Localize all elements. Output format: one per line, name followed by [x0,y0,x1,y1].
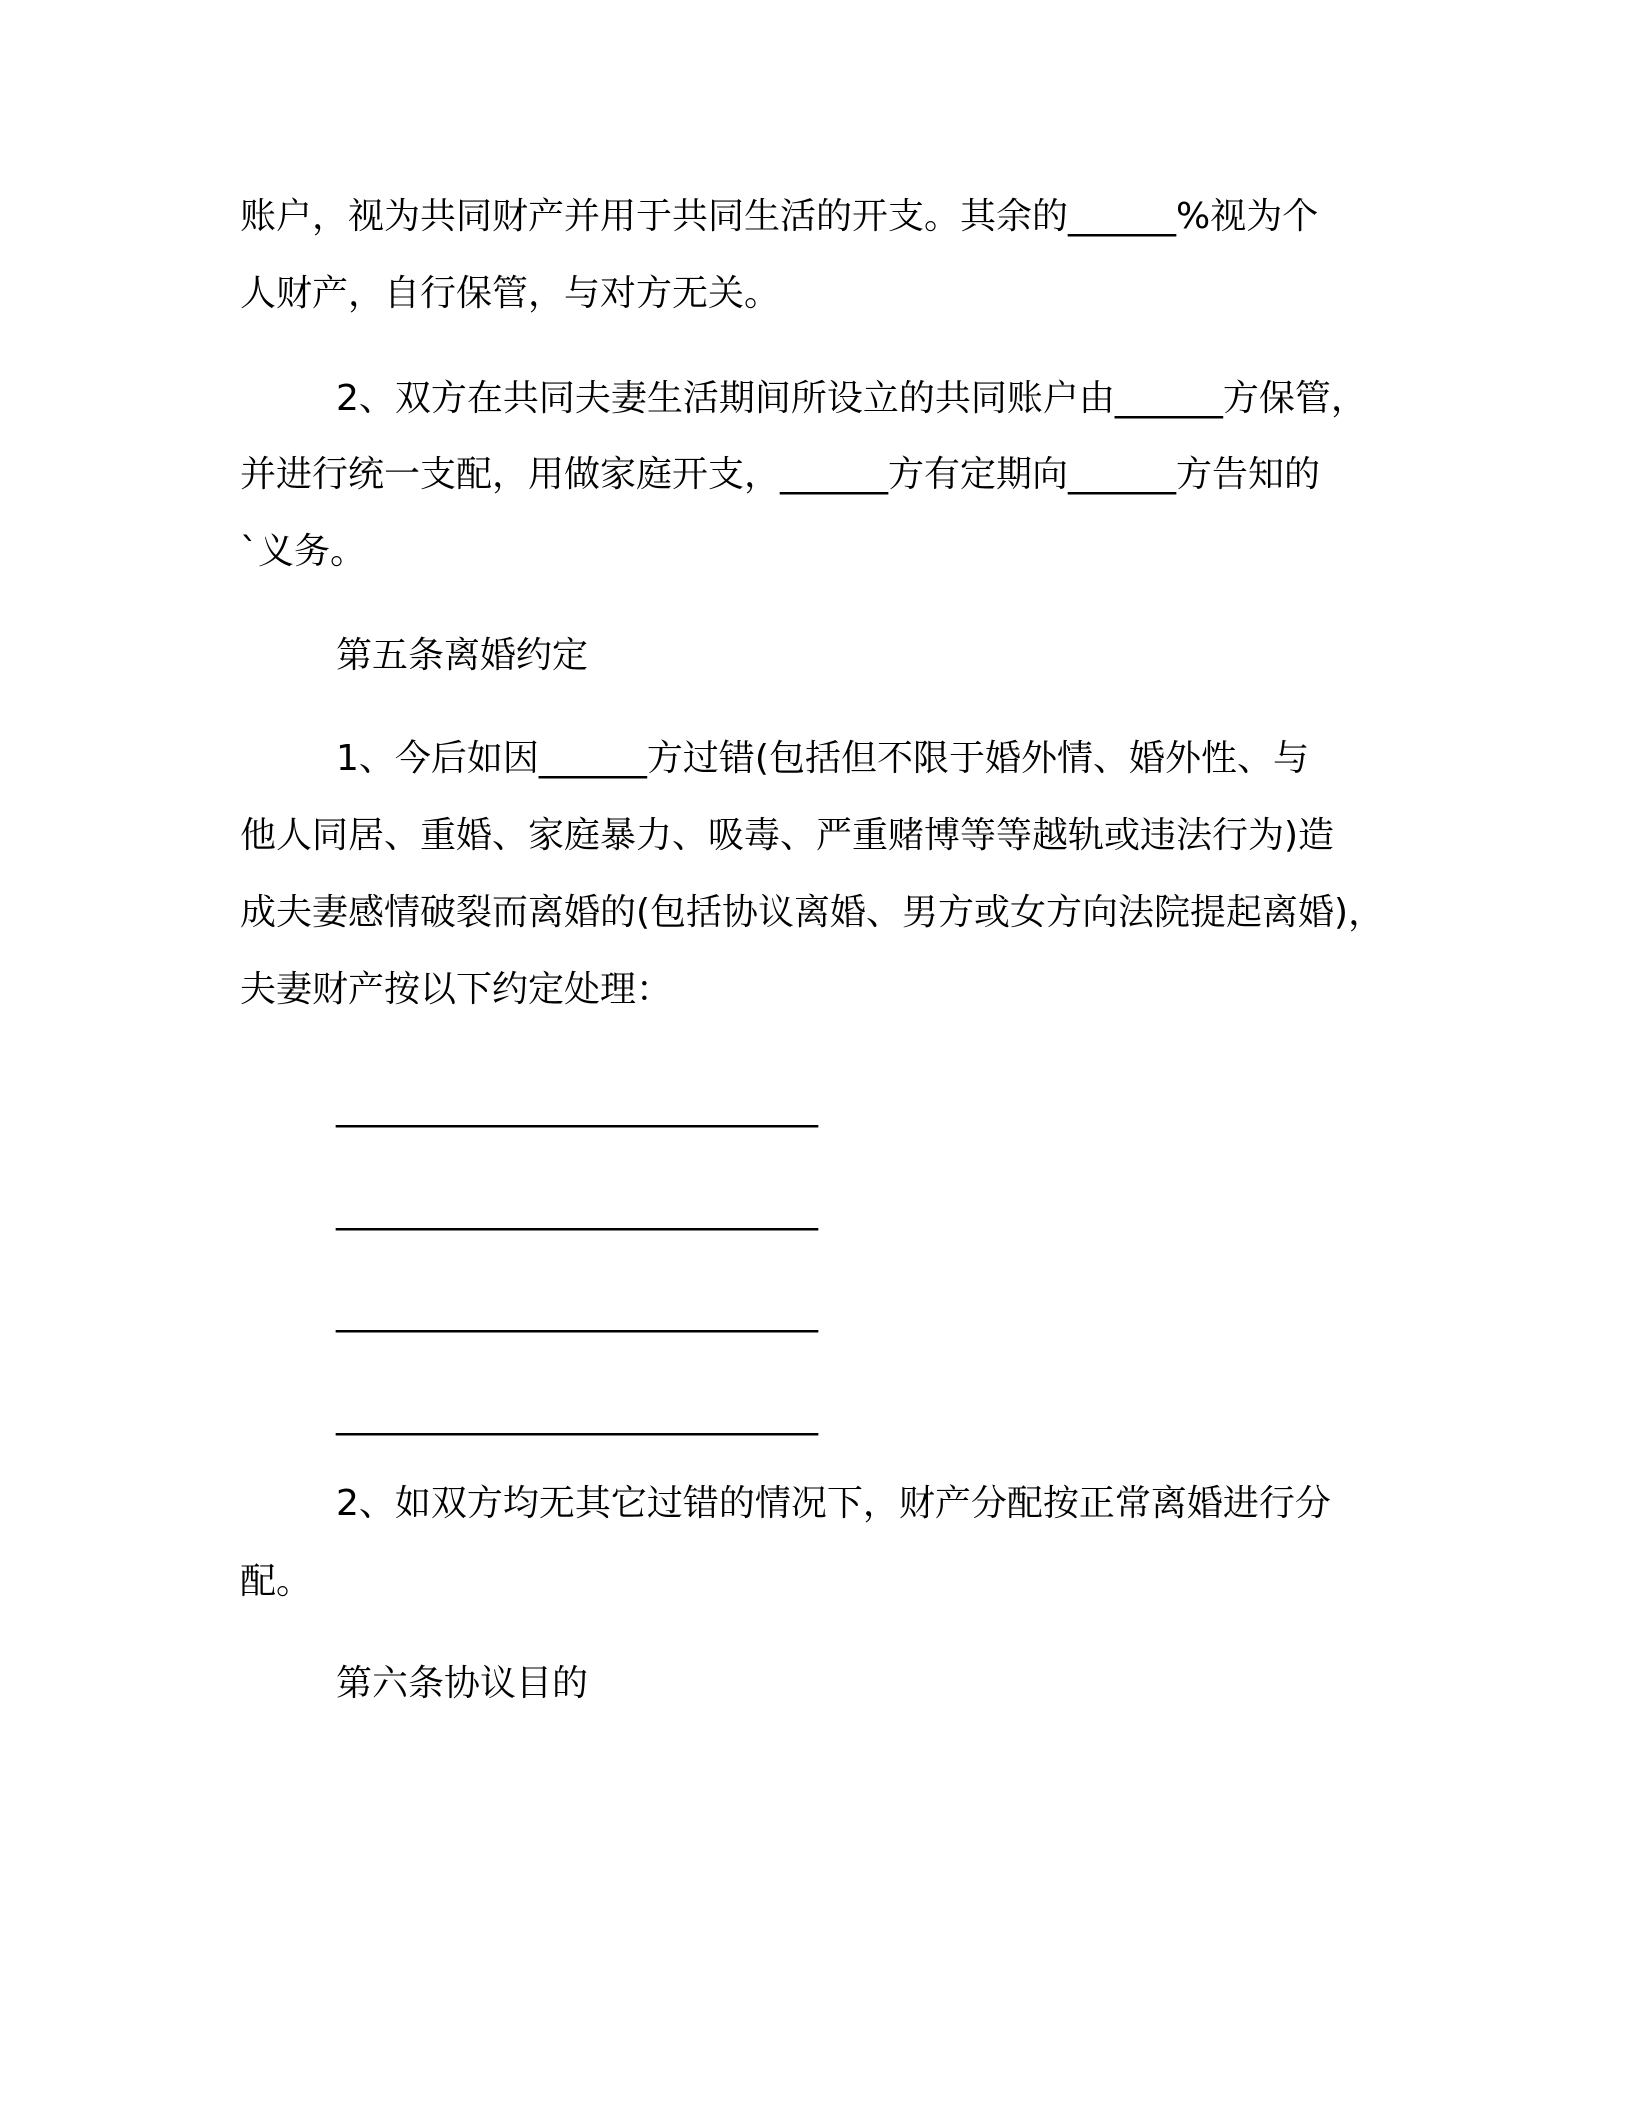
fill-in-blank-line: ______________________________ [336,1190,816,1231]
section-heading-5: 第五条离婚约定 [336,635,589,676]
paragraph-line: 他人同居、重婚、家庭暴力、吸毒、严重赌博等等越轨或违法行为)造 [240,815,1335,856]
paragraph-line: 夫妻财产按以下约定处理： [240,969,673,1010]
paragraph-line: 成夫妻感情破裂而离婚的(包括协议离婚、男方或女方向法院提起离婚)， [240,892,1385,933]
clause-2-line: 2、双方在共同夫妻生活期间所设立的共同账户由______方保管， [336,378,1367,419]
fill-in-blank-line: ______________________________ [336,1292,816,1333]
clause-1-line: 1、今后如因______方过错(包括但不限于婚外情、婚外性、与 [336,738,1309,779]
paragraph-line: 并进行统一支配，用做家庭开支，______方有定期向______方告知的 [240,454,1321,495]
fill-in-blank-line: ______________________________ [336,1395,816,1436]
section-heading-6: 第六条协议目的 [336,1663,589,1704]
clause-2-line: 2、如双方均无其它过错的情况下，财产分配按正常离婚进行分 [336,1483,1331,1524]
paragraph-line: 账户，视为共同财产并用于共同生活的开支。其余的______%视为个 [240,196,1319,237]
paragraph-line: 人财产，自行保管，与对方无关。 [240,273,781,314]
paragraph-line: `义务。 [240,531,367,572]
fill-in-blank-line: ______________________________ [336,1087,816,1128]
paragraph-line: 配。 [240,1561,313,1602]
